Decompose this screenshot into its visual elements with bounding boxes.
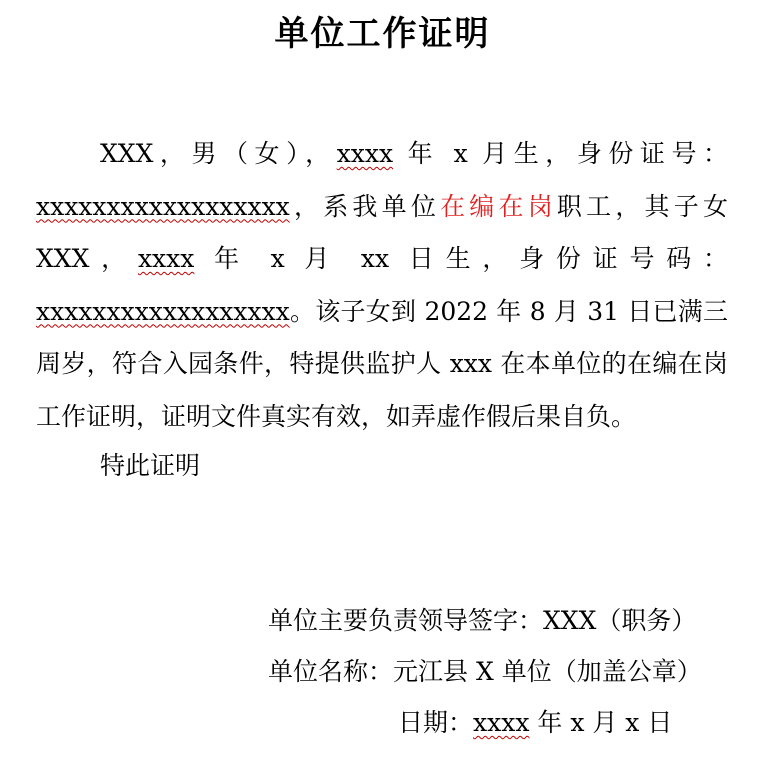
id-number-placeholder: xxxxxxxxxxxxxxxxxx [36,191,290,221]
body-text-1: XXX，男（女）， [100,139,337,168]
child-birth-year-placeholder: xxxx [137,244,195,273]
child-id-placeholder: xxxxxxxxxxxxxxxxxx [36,296,290,326]
body-text-3: ，系我单位 [289,191,441,221]
document-title: 单位工作证明 [274,14,491,54]
certificate-body [36,128,728,443]
body-text-6: 。该子女到 2022 年 8 月 31 日已满三周岁，符合入园条件，特提供监护人 xxx 在本单位的在编在岗工作证明，证明文件真实有效，如弄虚作假后果自负。 [36,296,728,431]
date-line [398,705,672,741]
body-text-4: 职工，其子女 XXX， [36,191,728,273]
closing-statement: 特此证明 [100,451,201,480]
unit-name-line: 单位名称：元江县 X 单位（加盖公章） [268,657,702,686]
date-label: 日期： [398,708,474,737]
body-text-2: 年 x 月生，身份证号： [393,139,728,168]
date-rest: 年 x 月 x 日 [529,708,673,737]
leader-signature-line: 单位主要负责领导签字：XXX（职务） [268,606,697,635]
dob-year-placeholder: xxxx [336,139,394,168]
employment-status-highlight: 在编在岗 [440,191,557,221]
body-text-5: 年 x 月 xx 日生，身份证号码： [194,244,728,273]
date-year-placeholder: xxxx [473,708,530,737]
